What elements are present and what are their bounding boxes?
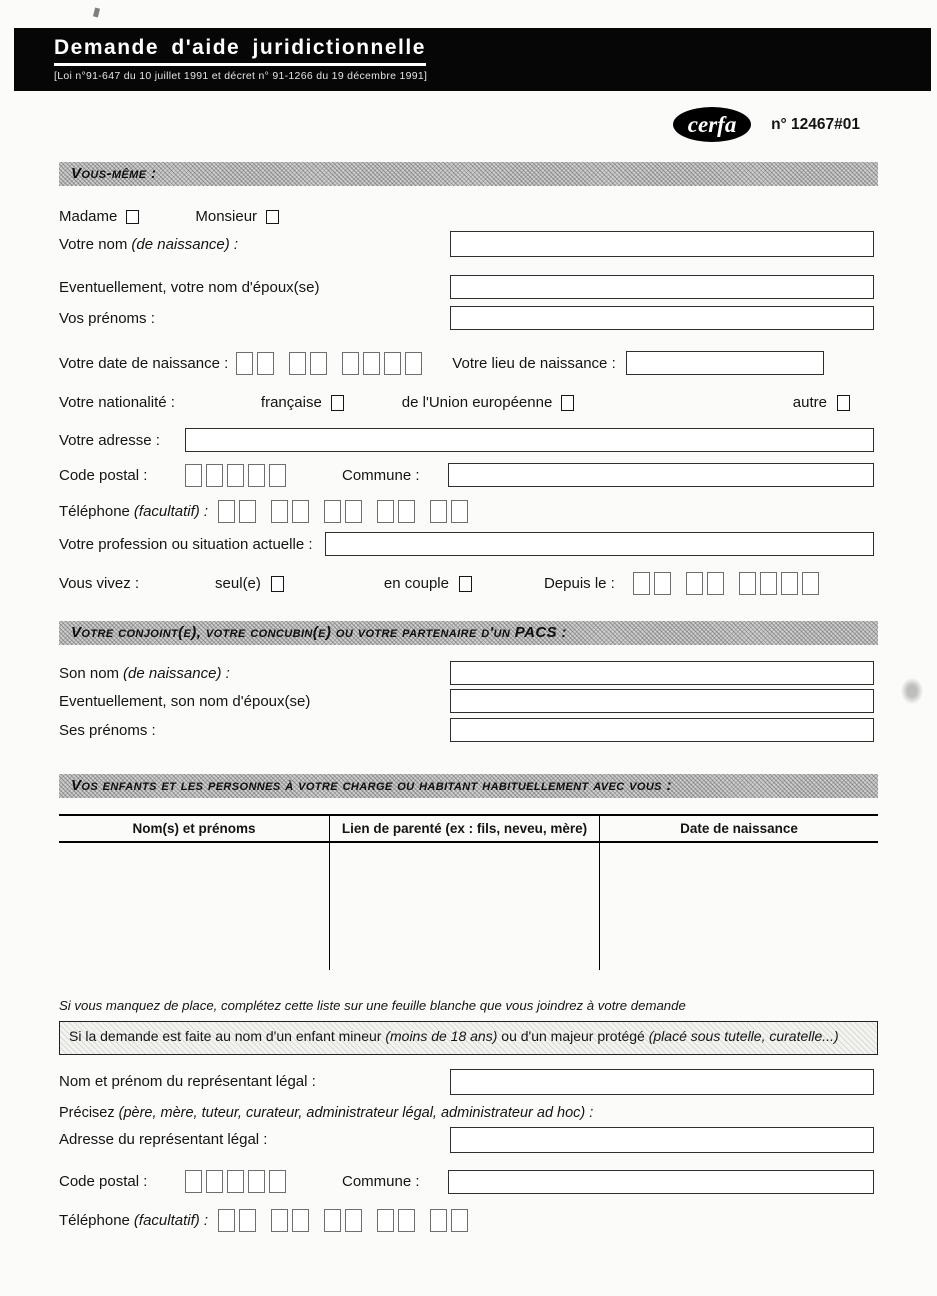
conjoint-nom-label-hint: (de naissance) :	[123, 664, 230, 682]
nom-naissance-input[interactable]	[450, 231, 874, 257]
digit-box[interactable]	[686, 572, 703, 595]
vivez-label: Vous vivez :	[59, 575, 140, 592]
digit-box[interactable]	[451, 500, 468, 523]
precisez-label: Précisez	[59, 1104, 115, 1121]
nationalite-autre-checkbox[interactable]	[837, 395, 850, 411]
digit-box[interactable]	[654, 572, 671, 595]
telephone-box-group	[430, 1209, 468, 1232]
depuis-label: Depuis le :	[543, 575, 615, 592]
table-header-row	[59, 814, 878, 843]
date-naissance-boxes	[236, 352, 422, 375]
digit-box[interactable]	[345, 1209, 362, 1232]
depuis-date-boxes	[633, 572, 819, 595]
form-title: Demande d'aide juridictionnelle	[54, 36, 426, 66]
telephone-row	[59, 500, 878, 523]
representant-nom-label: Nom et prénom du représentant légal :	[59, 1073, 316, 1091]
profession-input[interactable]	[325, 532, 875, 556]
telephone-box-group	[324, 1209, 362, 1232]
digit-box[interactable]	[802, 572, 819, 595]
code-postal-row	[59, 463, 878, 487]
telephone-box-group	[218, 1209, 256, 1232]
digit-box[interactable]	[248, 1170, 265, 1193]
vit-en-couple-checkbox[interactable]	[459, 576, 472, 592]
telephone-label: Téléphone (facultatif) :	[59, 503, 209, 520]
digit-box[interactable]	[739, 572, 756, 595]
conjoint-nom-label: Son nom (de naissance) :	[59, 664, 230, 682]
nom-epoux-label: Eventuellement, votre nom d'époux(se)	[59, 278, 320, 296]
digit-box[interactable]	[248, 464, 265, 487]
digit-box[interactable]	[292, 500, 309, 523]
telephone-box-group	[377, 500, 415, 523]
commune-label: Commune :	[342, 466, 420, 484]
mineur-box-text-1: Si la demande est faite au nom d'un enfant mineur	[69, 1028, 382, 1044]
digit-box[interactable]	[451, 1209, 468, 1232]
naissance-row	[59, 351, 878, 375]
representant-commune-label: Commune :	[342, 1173, 420, 1191]
section-header-enfants	[59, 774, 878, 798]
digit-box[interactable]	[430, 1209, 447, 1232]
digit-box[interactable]	[781, 572, 798, 595]
digit-box[interactable]	[398, 500, 415, 523]
seul-label: seul(e)	[215, 575, 261, 592]
telephone-box-group	[271, 500, 309, 523]
adresse-label: Votre adresse :	[59, 431, 160, 449]
nationalite-label: Votre nationalité :	[59, 394, 175, 411]
scan-artifact	[93, 8, 100, 18]
cerfa-logo-text: cerfa	[687, 111, 737, 137]
form-subtitle: [Loi n°91-647 du 10 juillet 1991 et décret n° 91-1266 du 19 décembre 1991]	[54, 70, 428, 82]
commune-input[interactable]	[448, 463, 874, 487]
digit-box[interactable]	[269, 464, 286, 487]
digit-box[interactable]	[377, 500, 394, 523]
digit-box[interactable]	[218, 500, 235, 523]
section-title: Vos enfants et les personnes à votre charge ou habitant habituellement avec vous :	[71, 777, 672, 794]
nationalite-ue-checkbox[interactable]	[561, 395, 574, 411]
conjoint-nom-input[interactable]	[450, 661, 874, 685]
table-body-col-lien[interactable]	[329, 843, 600, 970]
digit-box[interactable]	[760, 572, 777, 595]
digit-box[interactable]	[227, 1170, 244, 1193]
lieu-naissance-label: Votre lieu de naissance :	[452, 354, 616, 372]
date-naissance-label: Votre date de naissance :	[59, 354, 229, 372]
nationalite-francaise-checkbox[interactable]	[331, 395, 344, 411]
digit-box[interactable]	[271, 500, 288, 523]
madame-label: Madame	[59, 208, 118, 225]
digit-box[interactable]	[185, 464, 202, 487]
representant-telephone-hint: (facultatif) :	[133, 1211, 209, 1229]
telephone-label-hint: (facultatif) :	[133, 503, 209, 520]
telephone-box-group	[324, 500, 362, 523]
table-header-date: Date de naissance	[680, 821, 798, 836]
digit-box[interactable]	[633, 572, 650, 595]
depuis-mois-boxes	[686, 572, 724, 595]
profession-label: Votre profession ou situation actuelle :	[59, 535, 313, 553]
civilite-row	[59, 208, 878, 225]
vit-seul-checkbox[interactable]	[271, 576, 284, 592]
personnes-table	[59, 814, 878, 970]
digit-box[interactable]	[236, 352, 253, 375]
digit-box[interactable]	[707, 572, 724, 595]
digit-box[interactable]	[206, 1170, 223, 1193]
conjoint-prenoms-input[interactable]	[450, 718, 874, 742]
profession-row	[59, 532, 878, 556]
table-body-col-date[interactable]	[600, 843, 878, 970]
digit-box[interactable]	[405, 352, 422, 375]
digit-box[interactable]	[324, 1209, 341, 1232]
digit-box[interactable]	[185, 1170, 202, 1193]
representant-adresse-input[interactable]	[450, 1127, 874, 1153]
adresse-row	[59, 428, 878, 452]
date-naissance-jour-boxes	[236, 352, 274, 375]
nom-epoux-input[interactable]	[450, 275, 874, 299]
section-header-vous-meme	[59, 162, 878, 186]
conjoint-nom-epoux-row	[59, 689, 878, 713]
nom-label: Votre nom (de naissance) :	[59, 235, 239, 253]
digit-box[interactable]	[269, 1170, 286, 1193]
representant-code-postal-label: Code postal :	[59, 1173, 148, 1191]
telephone-box-group	[218, 500, 256, 523]
conjoint-nom-epoux-label: Eventuellement, son nom d'époux(se)	[59, 692, 311, 710]
nationalite-ue-label: de l'Union européenne	[401, 394, 553, 411]
conjoint-prenoms-row	[59, 718, 878, 742]
cerfa-form-number: n° 12467#01	[771, 115, 860, 133]
section-title: Votre conjoint(e), votre concubin(e) ou votre partenaire d'un PACS :	[71, 624, 567, 641]
conjoint-prenoms-label: Ses prénoms :	[59, 721, 156, 739]
prenoms-row	[59, 306, 878, 330]
table-body-col-noms[interactable]	[59, 843, 329, 970]
telephone-box-group	[271, 1209, 309, 1232]
depuis-jour-boxes	[633, 572, 671, 595]
nationalite-autre-label: autre	[792, 394, 827, 411]
mineur-protege-box	[59, 1021, 878, 1055]
nom-row	[59, 231, 878, 257]
digit-box[interactable]	[398, 1209, 415, 1232]
digit-box[interactable]	[377, 1209, 394, 1232]
telephone-boxes	[218, 500, 468, 523]
code-postal-boxes	[185, 464, 286, 487]
date-naissance-mois-boxes	[289, 352, 327, 375]
lieu-naissance-input[interactable]	[626, 351, 824, 375]
adresse-input[interactable]	[185, 428, 874, 452]
precisez-hint: (père, mère, tuteur, curateur, administrateur légal, administrateur ad hoc) :	[118, 1104, 594, 1121]
cerfa-block	[0, 107, 860, 142]
digit-box[interactable]	[239, 500, 256, 523]
digit-box[interactable]	[384, 352, 401, 375]
form-body	[0, 162, 937, 1232]
digit-box[interactable]	[345, 500, 362, 523]
manque-de-place-note: Si vous manquez de place, complétez cette liste sur une feuille blanche que vous joindrez à votre demande	[59, 998, 686, 1013]
telephone-box-group	[430, 500, 468, 523]
prenoms-label: Vos prénoms :	[59, 309, 155, 327]
representant-commune-input[interactable]	[448, 1170, 874, 1194]
telephone-box-group	[377, 1209, 415, 1232]
representant-telephone-boxes	[218, 1209, 468, 1232]
digit-box[interactable]	[342, 352, 359, 375]
en-couple-label: en couple	[383, 575, 449, 592]
nom-label-hint: (de naissance) :	[131, 235, 239, 253]
precisez-row	[59, 1105, 878, 1121]
situation-row	[59, 572, 878, 595]
monsieur-checkbox[interactable]	[266, 210, 279, 224]
digit-box[interactable]	[363, 352, 380, 375]
conjoint-nom-epoux-input[interactable]	[450, 689, 874, 713]
representant-telephone-label: Téléphone (facultatif) :	[59, 1211, 209, 1229]
date-naissance-annee-boxes	[342, 352, 422, 375]
digit-box[interactable]	[227, 464, 244, 487]
digit-box[interactable]	[239, 1209, 256, 1232]
representant-code-postal-boxes	[185, 1170, 286, 1193]
madame-checkbox[interactable]	[126, 210, 139, 224]
depuis-annee-boxes	[739, 572, 819, 595]
representant-telephone-row	[59, 1209, 878, 1232]
cerfa-logo	[673, 107, 751, 142]
section-header-conjoint	[59, 621, 878, 645]
conjoint-nom-row	[59, 661, 878, 685]
digit-box[interactable]	[206, 464, 223, 487]
code-postal-label: Code postal :	[59, 466, 148, 484]
monsieur-label: Monsieur	[195, 208, 258, 225]
representant-adresse-label: Adresse du représentant légal :	[59, 1131, 268, 1149]
digit-box[interactable]	[324, 500, 341, 523]
nationalite-francaise-label: française	[260, 394, 322, 411]
digit-box[interactable]	[289, 352, 306, 375]
digit-box[interactable]	[292, 1209, 309, 1232]
mineur-box-text-2: (moins de 18 ans)	[385, 1028, 498, 1044]
representant-nom-input[interactable]	[450, 1069, 874, 1095]
table-body	[59, 843, 878, 970]
mineur-box-text-3: ou d'un majeur protégé	[501, 1028, 645, 1044]
representant-adresse-row	[59, 1127, 878, 1153]
section-title: Vous-même :	[71, 165, 157, 182]
form-header	[14, 28, 931, 91]
representant-code-postal-row	[59, 1170, 878, 1194]
mineur-box-text-4: (placé sous tutelle, curatelle...)	[648, 1028, 839, 1044]
digit-box[interactable]	[310, 352, 327, 375]
digit-box[interactable]	[271, 1209, 288, 1232]
scan-artifact	[901, 678, 923, 704]
representant-nom-row	[59, 1069, 878, 1095]
table-header-lien: Lien de parenté (ex : fils, neveu, mère)	[329, 816, 600, 841]
table-header-noms: Nom(s) et prénoms	[132, 821, 256, 836]
digit-box[interactable]	[257, 352, 274, 375]
digit-box[interactable]	[430, 500, 447, 523]
prenoms-input[interactable]	[450, 306, 874, 330]
nationalite-row	[59, 394, 878, 411]
digit-box[interactable]	[218, 1209, 235, 1232]
nom-epoux-row	[59, 275, 878, 299]
